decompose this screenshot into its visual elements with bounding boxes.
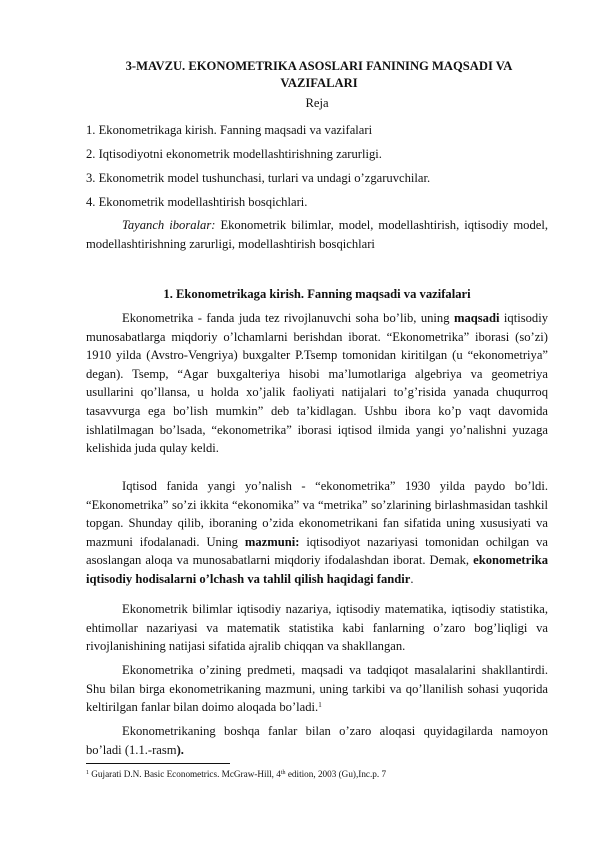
footnote-number: 1 — [86, 770, 89, 776]
plan-item-1: 1. Ekonometrikaga kirish. Fanning maqsadi va vazifalari — [86, 123, 373, 137]
footnote-reference: 1 — [318, 701, 322, 710]
p5-text: Ekonometrikaning boshqa fanlar bilan o’zaro aloqasi quyidagilarda namoyon bo’ladi (1.1.-rasm — [86, 724, 548, 757]
p2-text-a: Iqtisod fanida yangi yo’nalish - “ekonometrika” 1930 yilda paydo bo’ldi. “Ekonometrika” so’zi ikkita “ekonomika” va “metrika” so’zlarining birlashmasidan tashkil topgan. Shunday qilib, iboraning o’zida ekonometrikani fan sifatida uning xususiyati va mazmuni ifodalanadi. Uning — [86, 479, 548, 549]
plan-item-3: 3. Ekonometrik model tushunchasi, turlari va undagi o’zgaruvchilar. — [86, 171, 431, 185]
p1-text-a: Ekonometrika - fanda juda tez rivojlanuvchi soha bo’lib, uning — [122, 311, 454, 325]
p2-bold-term: mazmuni: — [244, 534, 300, 549]
section-heading: 1. Ekonometrikaga kirish. Fanning maqsadi va vazifalari — [163, 287, 471, 301]
footnote-text-b: edition, 2003 (Gu),Inc.p. 7 — [285, 769, 387, 779]
keywords-text: Ekonometrik bilimlar, model, modellashtirish, iqtisodiy model, modellashtirishning zarurligi, modellashtirish bosqichlari — [86, 218, 548, 251]
paragraph-2 — [86, 477, 548, 589]
plan-heading: Reja — [305, 96, 329, 110]
footnote-ordinal: th — [280, 770, 286, 776]
p2-text-c: iqtisodiyot nazariyasi tomonidan ochilgan va asoslangan aloqa va munosabatlarni miqdoriy ifodalashdan iborat. Demak, — [86, 534, 548, 568]
keywords-paragraph — [86, 216, 548, 253]
keywords-label: Tayanch iboralar: — [122, 218, 216, 232]
plan-item-4: 4. Ekonometrik modellashtirish bosqichlari. — [86, 195, 308, 209]
footnote — [86, 768, 556, 780]
paragraph-1 — [86, 309, 548, 458]
paragraph-5 — [86, 722, 548, 759]
footnote-text-a: Gujarati D.N. Basic Econometrics. McGraw-Hill, 4 — [89, 769, 281, 779]
p5-closing: ). — [176, 742, 184, 757]
footnote-divider — [86, 763, 230, 764]
paragraph-4 — [86, 661, 548, 717]
p4-text: Ekonometrika o’zining predmeti, maqsadi va tadqiqot masalalarini shakllantirdi. Shu bilan birga ekonometrikaning mazmuni, uning tarkibi va qo’llanilish sohasi yuqorida keltirilgan fanlar bilan doimo aloqada bo’ladi. — [86, 663, 548, 715]
page-title: 3-MAVZU. EKONOMETRIKA ASOSLARI FANINING MAQSADI VA VAZIFALARI — [125, 59, 513, 90]
p1-text-c: iqtisodiy munosabatlarga miqdoriy o’lchamlarni berishdan iborat. “Ekonometrika” iborasi (so’zi) 1910 yilda (Avstro-Vengriya) buxgalter P.Tsemp tomonidan kiritilgan (u “ekonometriya” degan). Tsemp, “Agar buxgalteriya hisobi ma’lumotlariga algebriya va geometriya usullarini qo’llansa, u holda xo’jalik faoliyati natijalari to’g’risida yanada chuqurroq tasavvurga ega bo’lish mumkin” deb ta’kidlagan. Ushbu ibora ko’p vaqt davomida ishlatilmagan bo’lsada, “ekonometrika” iborasi iqtisod ilmida yangi yo’nalishni yuzaga kelishida juda qulay keldi. — [86, 311, 549, 456]
p2-text-e: . — [410, 571, 414, 586]
paragraph-3: Ekonometrik bilimlar iqtisodiy nazariya, iqtisodiy matematika, iqtisodiy statistika, ehtimollar nazariyasi va matematik statistika kabi fanlarning o’zaro bog’liqligi va rivojlanishining natijasi sifatida ajralib chiqqan va shakllangan. — [86, 602, 548, 654]
plan-item-2: 2. Iqtisodiyotni ekonometrik modellashtirishning zarurligi. — [86, 147, 382, 161]
p1-bold-term: maqsadi — [453, 311, 500, 325]
p2-bold-definition: ekonometrika iqtisodiy hodisalarni o’lchash va tahlil qilish haqidagi fandir — [86, 553, 548, 586]
